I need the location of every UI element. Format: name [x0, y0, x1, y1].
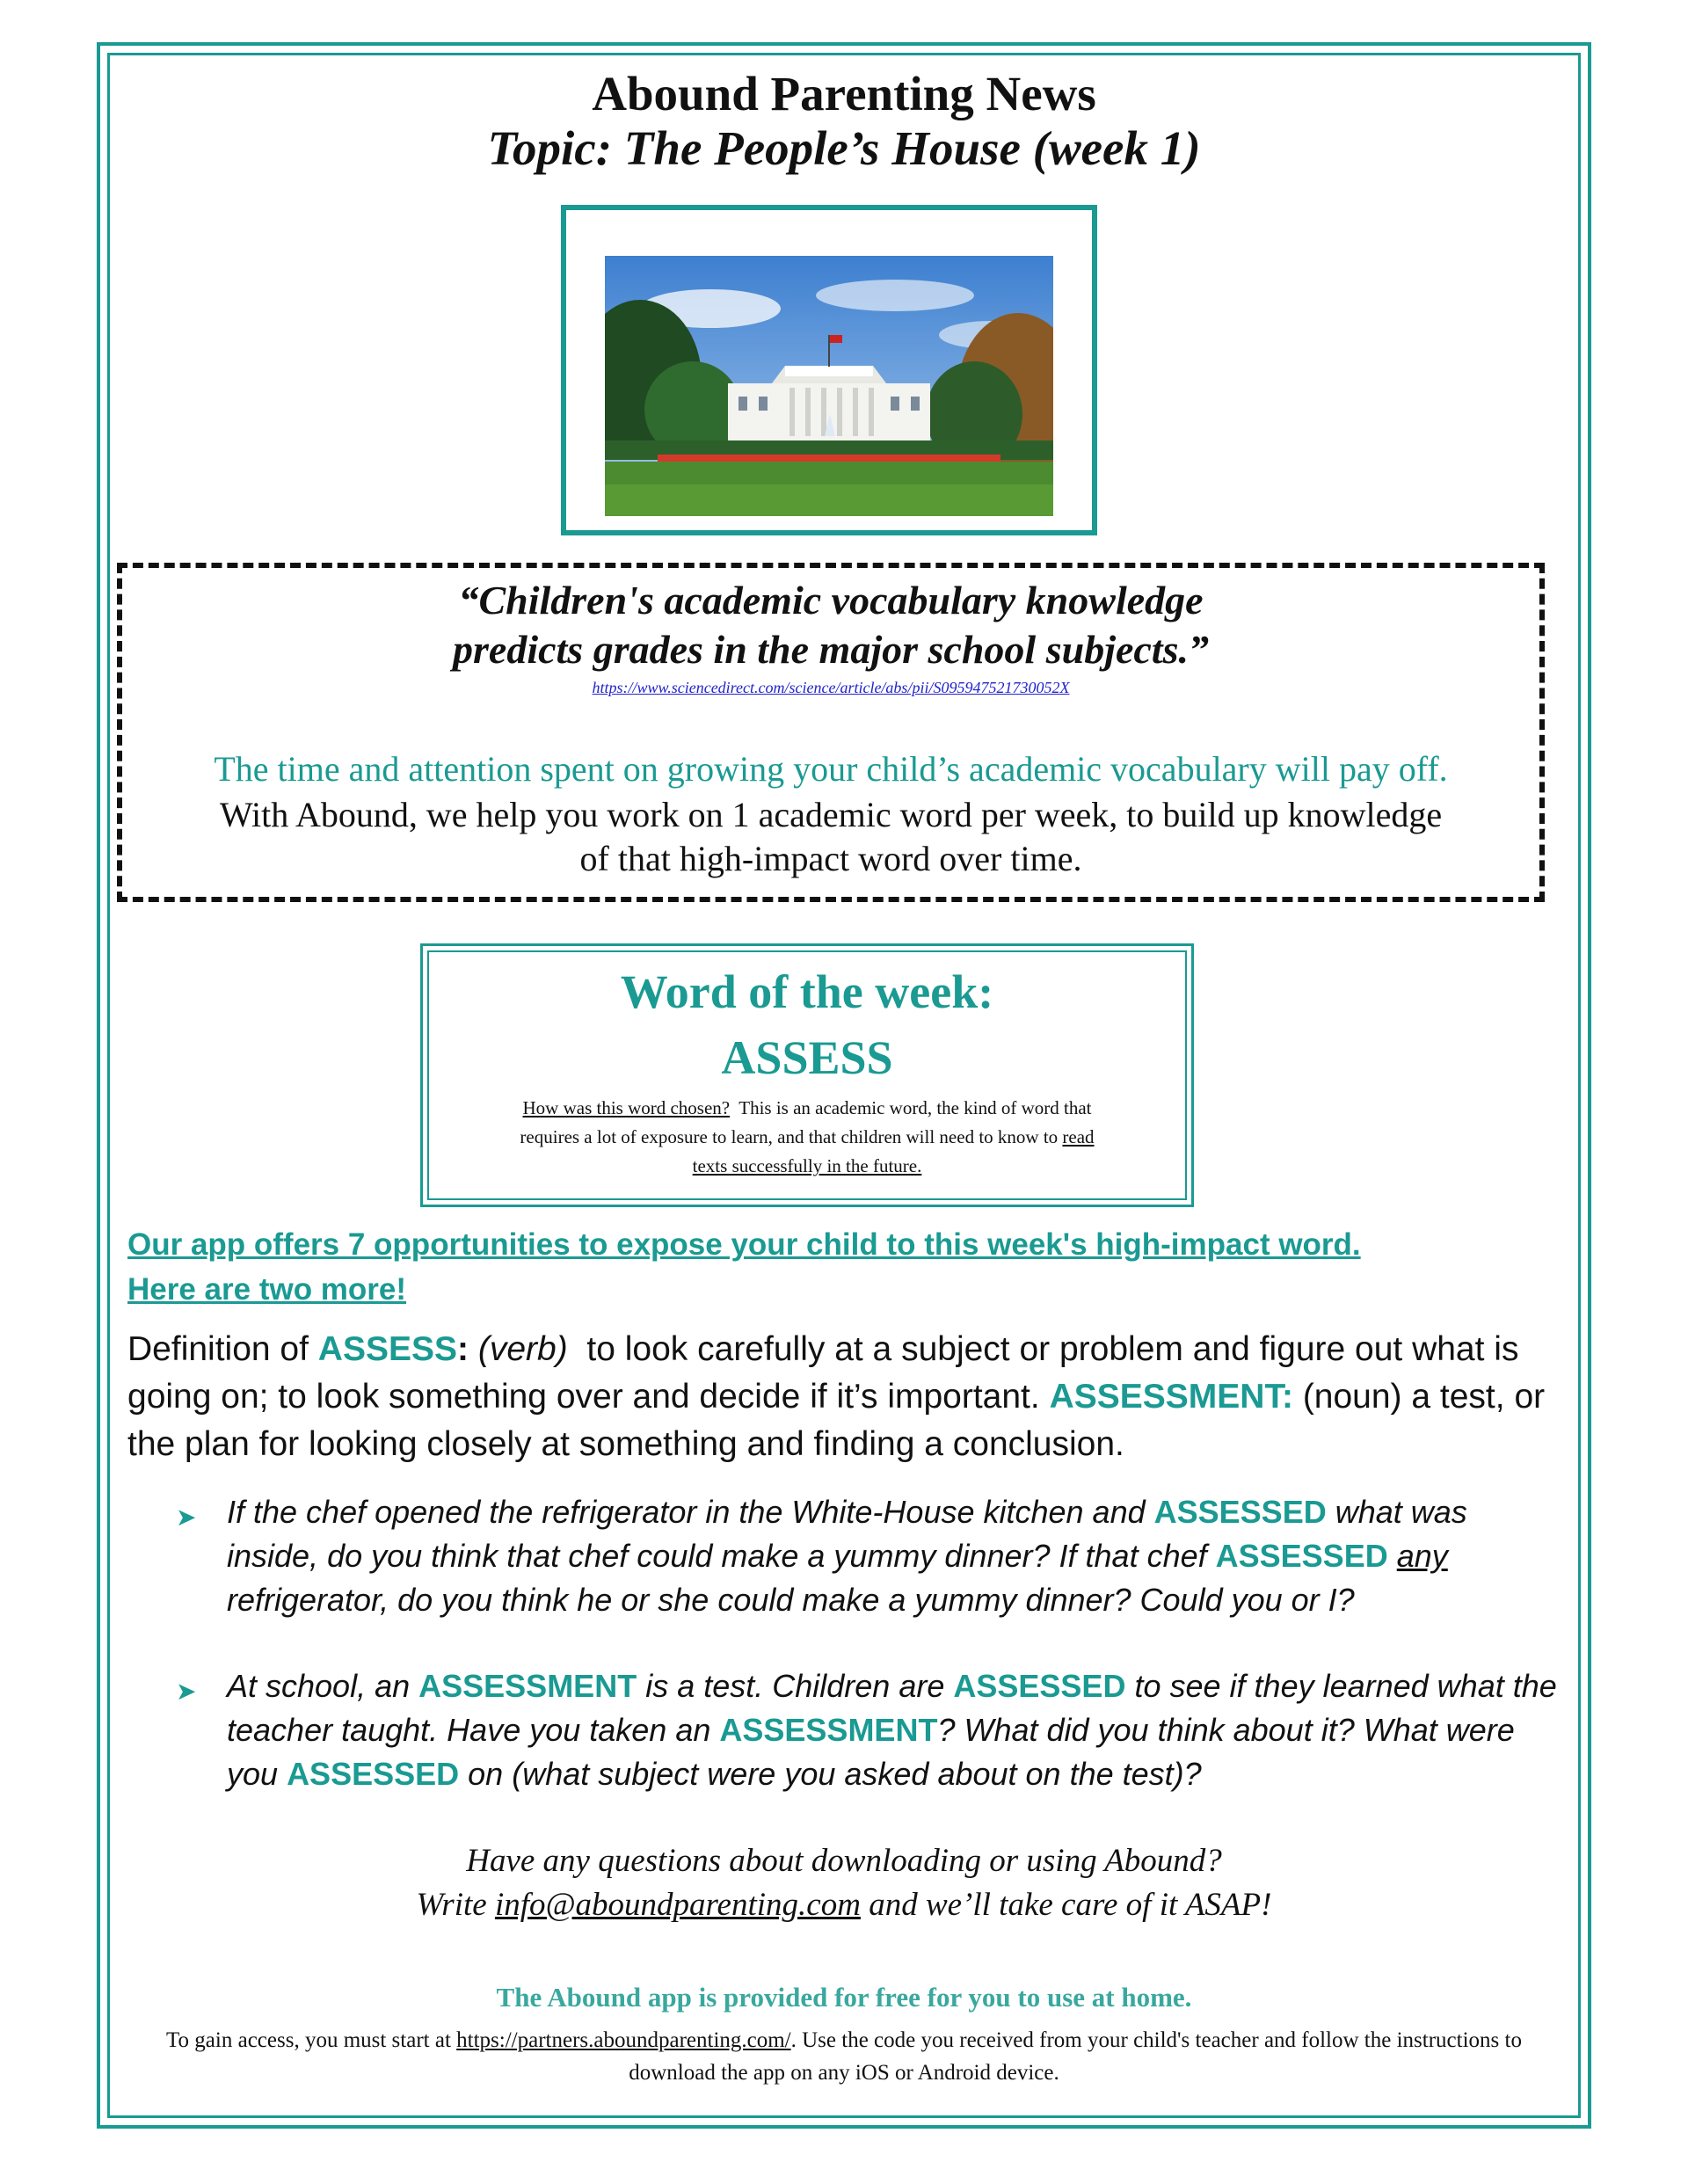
how-chosen-link[interactable]: How was this word chosen? — [522, 1097, 731, 1118]
payoff-statement: The time and attention spent on growing your child’s academic vocabulary will pay off. — [214, 749, 1448, 789]
quote-line-2: predicts grades in the major school subjects.” — [453, 627, 1209, 672]
example-bullet-2: ➤ At school, an ASSESSMENT is a test. Children are ASSESSED to see if they learned what the teacher taught. Have you taken an ASSESSMENT? What did you think about it? What were you ASSESSED on (what subject were you asked about on the test)? — [176, 1668, 1557, 1792]
partners-link[interactable]: https://partners.aboundparenting.com/ — [456, 2028, 791, 2052]
photo-frame — [561, 205, 1097, 535]
access-instructions: To gain access, you must start at https://partners.aboundparenting.com/. Use the code you received from your child's teacher and follow the instructions to download the app on any iOS or Android device. — [166, 2028, 1522, 2085]
abound-line-1: With Abound, we help you work on 1 academic word per week, to build up knowledge — [219, 795, 1443, 834]
word-choice-note: How was this word chosen? This is an academic word, the kind of word that requires a lot of exposure to learn, and that children will need to know to read texts successfully in the future. — [520, 1097, 1095, 1176]
texts-link[interactable]: texts successfully in the future. — [692, 1155, 922, 1176]
free-app-notice: The Abound app is provided for free for you to use at home. — [496, 1982, 1192, 2013]
word-of-week-word: ASSESS — [721, 1031, 893, 1084]
contact-email-link[interactable]: info@aboundparenting.com — [494, 1887, 861, 1923]
quote-source-link[interactable]: https://www.sciencedirect.com/science/article/abs/pii/S095947521730052X — [592, 679, 1070, 696]
white-house-photo — [605, 256, 1053, 516]
research-quote — [117, 576, 1545, 674]
definition-word-noun: ASSESSMENT: — [1049, 1378, 1293, 1416]
example-bullet-1: ➤ If the chef opened the refrigerator in the White-House kitchen and ASSESSED what was inside, do you think that chef could make a yummy dinner? If that chef ASSESSED any refrigerator, do you think he or she could make a yummy dinner? Could you or I? — [176, 1494, 1467, 1618]
newsletter-title: Abound Parenting News — [592, 67, 1096, 120]
app-offer-line-1[interactable]: Our app offers 7 opportunities to expose your child to this week's high-impact word. — [127, 1227, 1361, 1262]
definition-word: ASSESS — [317, 1330, 458, 1368]
contact-section: Have any questions about downloading or using Abound? Write info@aboundparenting.com and we’ll take care of it ASAP! — [416, 1843, 1272, 1923]
abound-line-2: of that high-impact word over time. — [579, 839, 1082, 878]
quote-line-1: “Children's academic vocabulary knowledge — [458, 578, 1204, 622]
newsletter-topic: Topic: The People’s House (week 1) — [487, 121, 1201, 175]
abound-description — [117, 793, 1545, 881]
arrow-bullet-icon: ➤ — [176, 1503, 197, 1531]
arrow-bullet-icon: ➤ — [176, 1678, 197, 1705]
read-link[interactable]: read — [1062, 1126, 1095, 1147]
word-of-week-heading: Word of the week: — [620, 965, 994, 1018]
app-offer-line-2[interactable]: Here are two more! — [127, 1272, 407, 1307]
definition-paragraph: Definition of ASSESS: (verb) to look carefully at a subject or problem and figure out what is going on; to look something over and decide if it’s important. ASSESSMENT: (noun) a test, or the plan for looking closely at something and finding a conclusion. — [127, 1330, 1546, 1463]
